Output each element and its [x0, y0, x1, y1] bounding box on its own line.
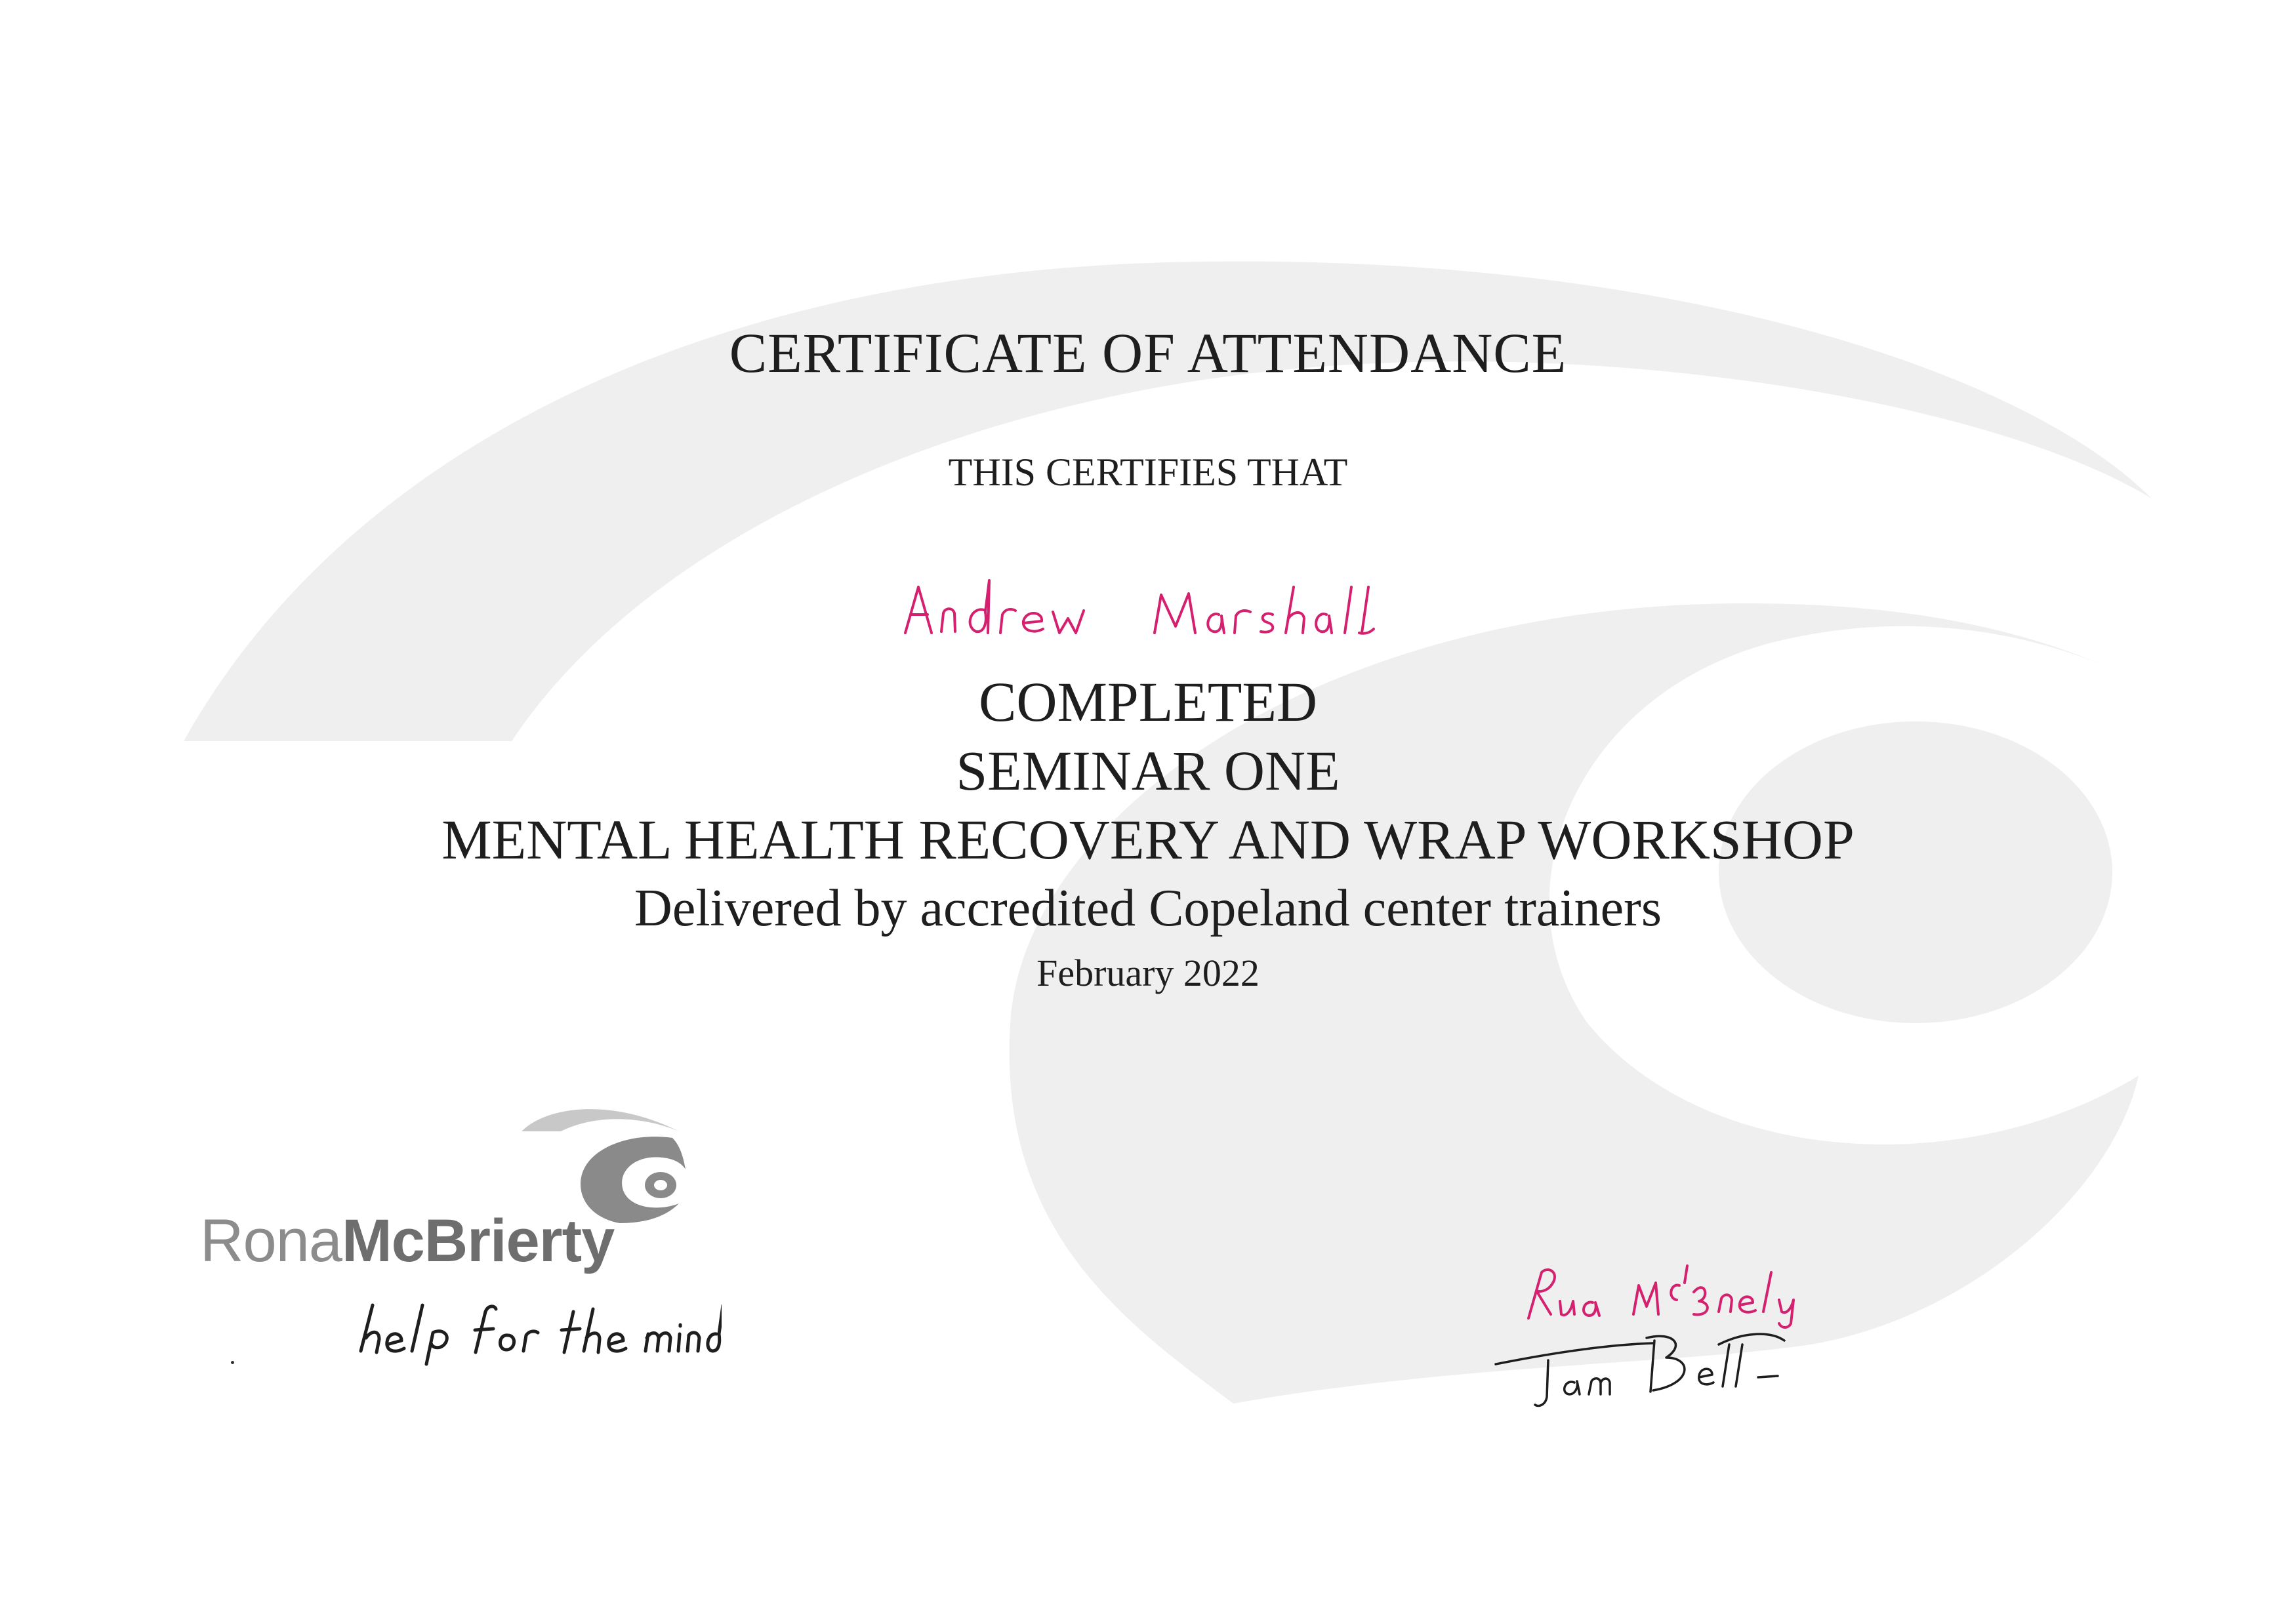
completed-heading: COMPLETED: [979, 670, 1317, 733]
delivered-by-line: Delivered by accredited Copeland center trainers: [634, 879, 1662, 937]
logo-swirl-icon: [508, 1092, 705, 1223]
certificate-title: CERTIFICATE OF ATTENDANCE: [729, 321, 1567, 384]
logo-tagline-handwriting: [354, 1292, 722, 1371]
workshop-heading: MENTAL HEALTH RECOVERY AND WRAP WORKSHOP: [441, 808, 1855, 871]
rona-mcbrierty-logo: [200, 1092, 699, 1341]
certifies-line: THIS CERTIFIES THAT: [948, 451, 1348, 494]
black-signature: [1483, 1318, 1797, 1417]
scan-speck: [231, 1361, 234, 1364]
seminar-heading: SEMINAR ONE: [956, 739, 1340, 802]
recipient-name-handwriting: [892, 561, 1443, 659]
certificate-date: February 2022: [1036, 952, 1260, 994]
logo-name-last: McBrierty: [341, 1207, 615, 1274]
logo-name-text: [200, 1207, 614, 1276]
logo-name-first: Rona: [200, 1207, 342, 1274]
